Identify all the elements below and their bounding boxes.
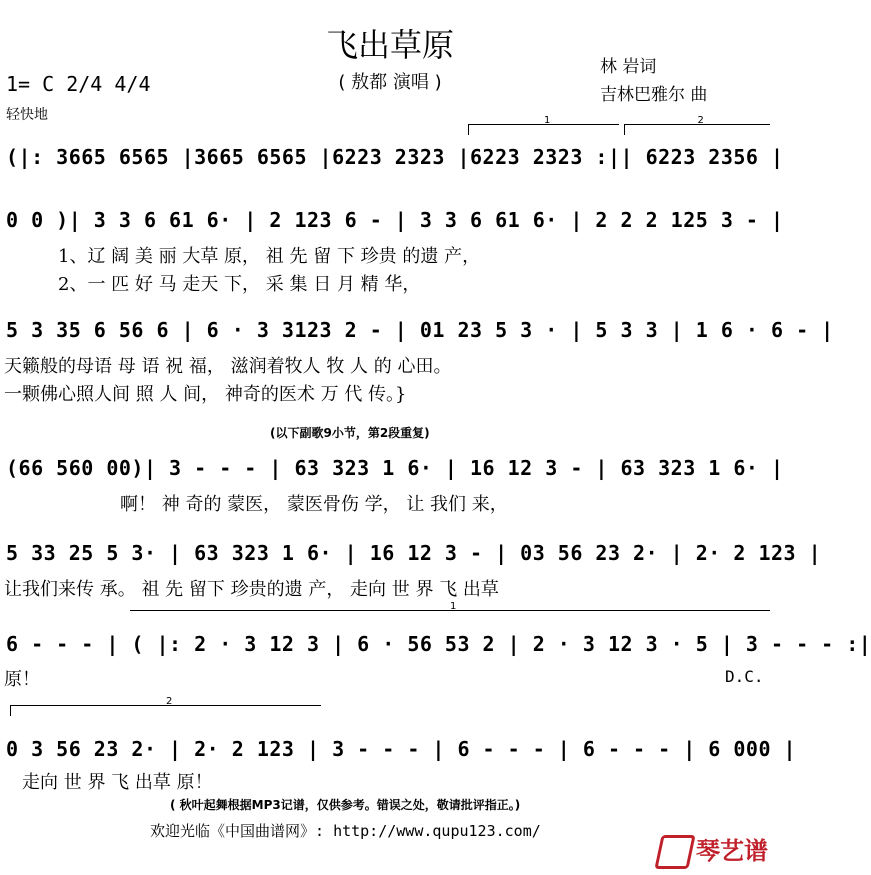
lyric-line: 原！ [4,669,40,690]
lyric-line: 让我们来传 承。 祖 先 留下 珍贵的遗 产， 走向 世 界 飞 出草 [4,579,499,600]
notation-line: 5 3 35 6 56 6 | 6 · 3 3123 2 - | 01 23 5 3 · | 5 3 3 | 1 6 · 6 - | [6,318,834,342]
song-title: 飞出草原 [325,26,454,64]
key-signature: 1= C 2/4 4/4 [6,72,151,96]
notation-line: 0 3 56 23 2· | 2· 2 123 | 3 - - - | 6 - - - | 6 - - - | 6 000 | [6,737,797,761]
lyric-line: 1、辽 阔 美 丽 大草 原， 祖 先 留 下 珍贵 的遗 产， [58,246,481,267]
section-note: (以下副歌9小节，第2段重复) [270,426,430,440]
website-welcome: 欢迎光临《中国曲谱网》: http://www.qupu123.com/ [150,822,541,840]
volta-bracket: 1 [468,124,619,135]
notation-line: 6 - - - | ( |: 2 · 3 12 3 | 6 · 56 53 2 | 2 · 3 12 3 · 5 | 3 - - - :| [6,632,871,656]
volta-bracket: 1 [130,610,770,621]
volta-bracket: 2 [10,705,321,716]
notation-line: 0 0 )| 3 3 6 61 6· | 2 123 6 - | 3 3 6 61 6· | 2 2 2 125 3 - | [6,208,784,232]
notation-line: (66 560 00)| 3 - - - | 63 323 1 6· | 16 12 3 - | 63 323 1 6· | [6,456,784,480]
composer-credit: 吉林巴雅尔 曲 [600,85,708,105]
logo-icon [654,835,695,869]
lyric-line: 走向 世 界 飞 出草 原！ [22,772,213,793]
volta-bracket: 2 [624,124,770,135]
dc-marking: D.C. [725,667,764,686]
lyric-line: 天籁般的母语 母 语 祝 福， 滋润着牧人 牧 人 的 心田。 [4,356,452,377]
notation-line: (|: 3665 6565 |3665 6565 |6223 2323 |6223 2323 :|| 6223 2356 | [6,145,784,169]
tempo-marking: 轻快地 [6,107,48,123]
site-logo: 琴艺谱 [658,831,768,869]
notation-line: 5 33 25 5 3· | 63 323 1 6· | 16 12 3 - | 03 56 23 2· | 2· 2 123 | [6,541,822,565]
lyricist-credit: 林 岩词 [600,57,657,77]
lyric-line: 啊！ 神 奇的 蒙医， 蒙医骨伤 学， 让 我们 来， [120,494,508,515]
song-subtitle: ( 敖都 演唱 ) [338,72,442,93]
lyric-line: 2、一 匹 好 马 走天 下， 采 集 日 月 精 华， [58,274,421,295]
transcription-note: ( 秋叶起舞根据MP3记谱，仅供参考。错误之处，敬请批评指正。) [170,798,521,812]
lyric-line: 一颗佛心照人间 照 人 间， 神奇的医术 万 代 传。} [4,384,407,405]
